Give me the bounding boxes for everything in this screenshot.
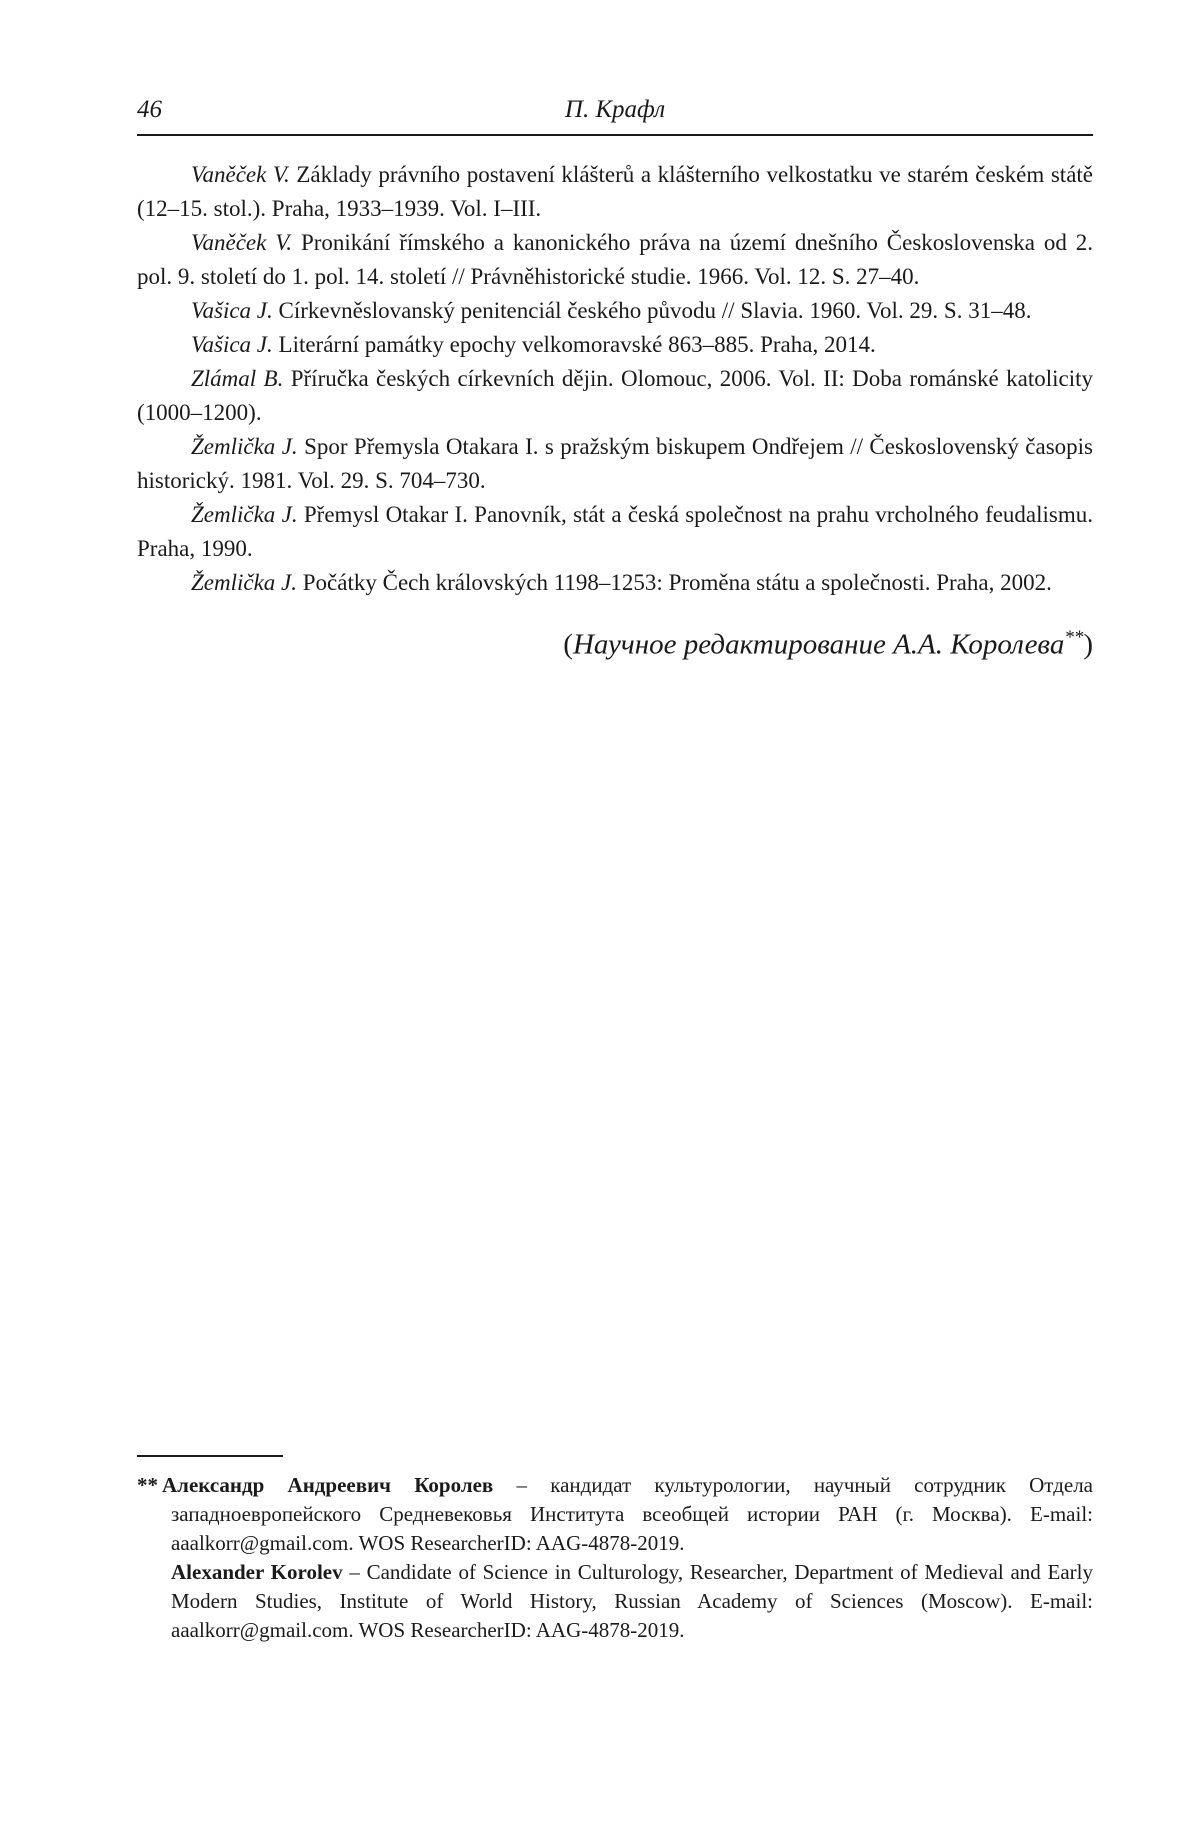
page-body (137, 96, 1093, 665)
bibliography-entry (137, 226, 1093, 294)
editor-note (137, 618, 1093, 665)
bibliography-text: Literární památky epochy velkomoravské 863–885. Praha, 2014. (273, 332, 876, 357)
bibliography-author: Zlámal B. (191, 366, 283, 391)
bibliography-entry (137, 328, 1093, 362)
bibliography-entry (137, 158, 1093, 226)
footnote-author-name-en: Alexander Korolev (171, 1560, 343, 1584)
bibliography-text: Příručka českých církevních dějin. Olomouc, 2006. Vol. II: Doba románské katolicity (1000–1200). (137, 366, 1093, 425)
bibliography-text: Pronikání římského a kanonického práva na území dnešního Československa od 2. pol. 9. století do 1. pol. 14. století // Právněhistorické studie. 1966. Vol. 12. S. 27–40. (137, 230, 1093, 289)
footnote-english (137, 1558, 1093, 1645)
bibliography-author: Vašica J. (191, 298, 273, 323)
bibliography-author: Žemlička J. (191, 570, 297, 595)
bibliography-entry (137, 498, 1093, 566)
footnote-russian (137, 1471, 1093, 1558)
footnote-text-en: – Candidate of Science in Culturology, Researcher, Department of Medieval and Early Modern Studies, Institute of World History, Russian Academy of Sciences (Moscow). E-mail: aaalkorr@gmail.com. WOS ResearcherID: AAG-4878-2019. (171, 1560, 1093, 1642)
editor-note-mark: ** (1064, 627, 1083, 648)
footnote-rule (137, 1455, 283, 1457)
bibliography-author: Vaněček V. (191, 162, 290, 187)
footnote-author-name-ru: Александр Андреевич Королев (162, 1473, 493, 1497)
running-title: П. Крафл (137, 96, 1093, 124)
page-number: 46 (137, 96, 162, 124)
bibliography-entry (137, 430, 1093, 498)
bibliography-author: Žemlička J. (191, 502, 298, 527)
editor-note-close-paren: ) (1083, 629, 1093, 661)
bibliography-entry (137, 294, 1093, 328)
bibliography-text: Spor Přemysla Otakara I. s pražským biskupem Ondřejem // Československý časopis historický. 1981. Vol. 29. S. 704–730. (137, 434, 1093, 493)
footnote-mark: ** (137, 1473, 158, 1497)
bibliography-entry (137, 566, 1093, 600)
bibliography-text: Základy právního postavení klášterů a klášterního velkostatku ve starém českém státě (12–15. stol.). Praha, 1933–1939. Vol. I–III. (137, 162, 1093, 221)
bibliography-text: Počátky Čech královských 1198–1253: Proměna státu a společnosti. Praha, 2002. (297, 570, 1052, 595)
running-head (137, 96, 1093, 130)
bibliography-text: Přemysl Otakar I. Panovník, stát a česká společnost na prahu vrcholného feudalismu. Praha, 1990. (137, 502, 1093, 561)
bibliography-list (137, 158, 1093, 600)
bibliography-text: Církevněslovanský penitenciál českého původu // Slavia. 1960. Vol. 29. S. 31–48. (273, 298, 1032, 323)
bibliography-entry (137, 362, 1093, 430)
editor-note-text: Научное редактирование А.А. Королева (573, 629, 1064, 661)
footnote-text-ru: – кандидат культурологии, научный сотрудник Отдела западноевропейского Средневековья Института всеобщей истории РАН (г. Москва). E-mail: aaalkorr@gmail.com. WOS ResearcherID: AAG-4878-2019. (171, 1473, 1093, 1555)
bibliography-author: Vašica J. (191, 332, 273, 357)
header-rule (137, 134, 1093, 136)
bibliography-author: Vaněček V. (191, 230, 292, 255)
bibliography-author: Žemlička J. (191, 434, 298, 459)
editor-note-open-paren: ( (563, 629, 573, 661)
footnote-area (137, 1455, 1093, 1645)
